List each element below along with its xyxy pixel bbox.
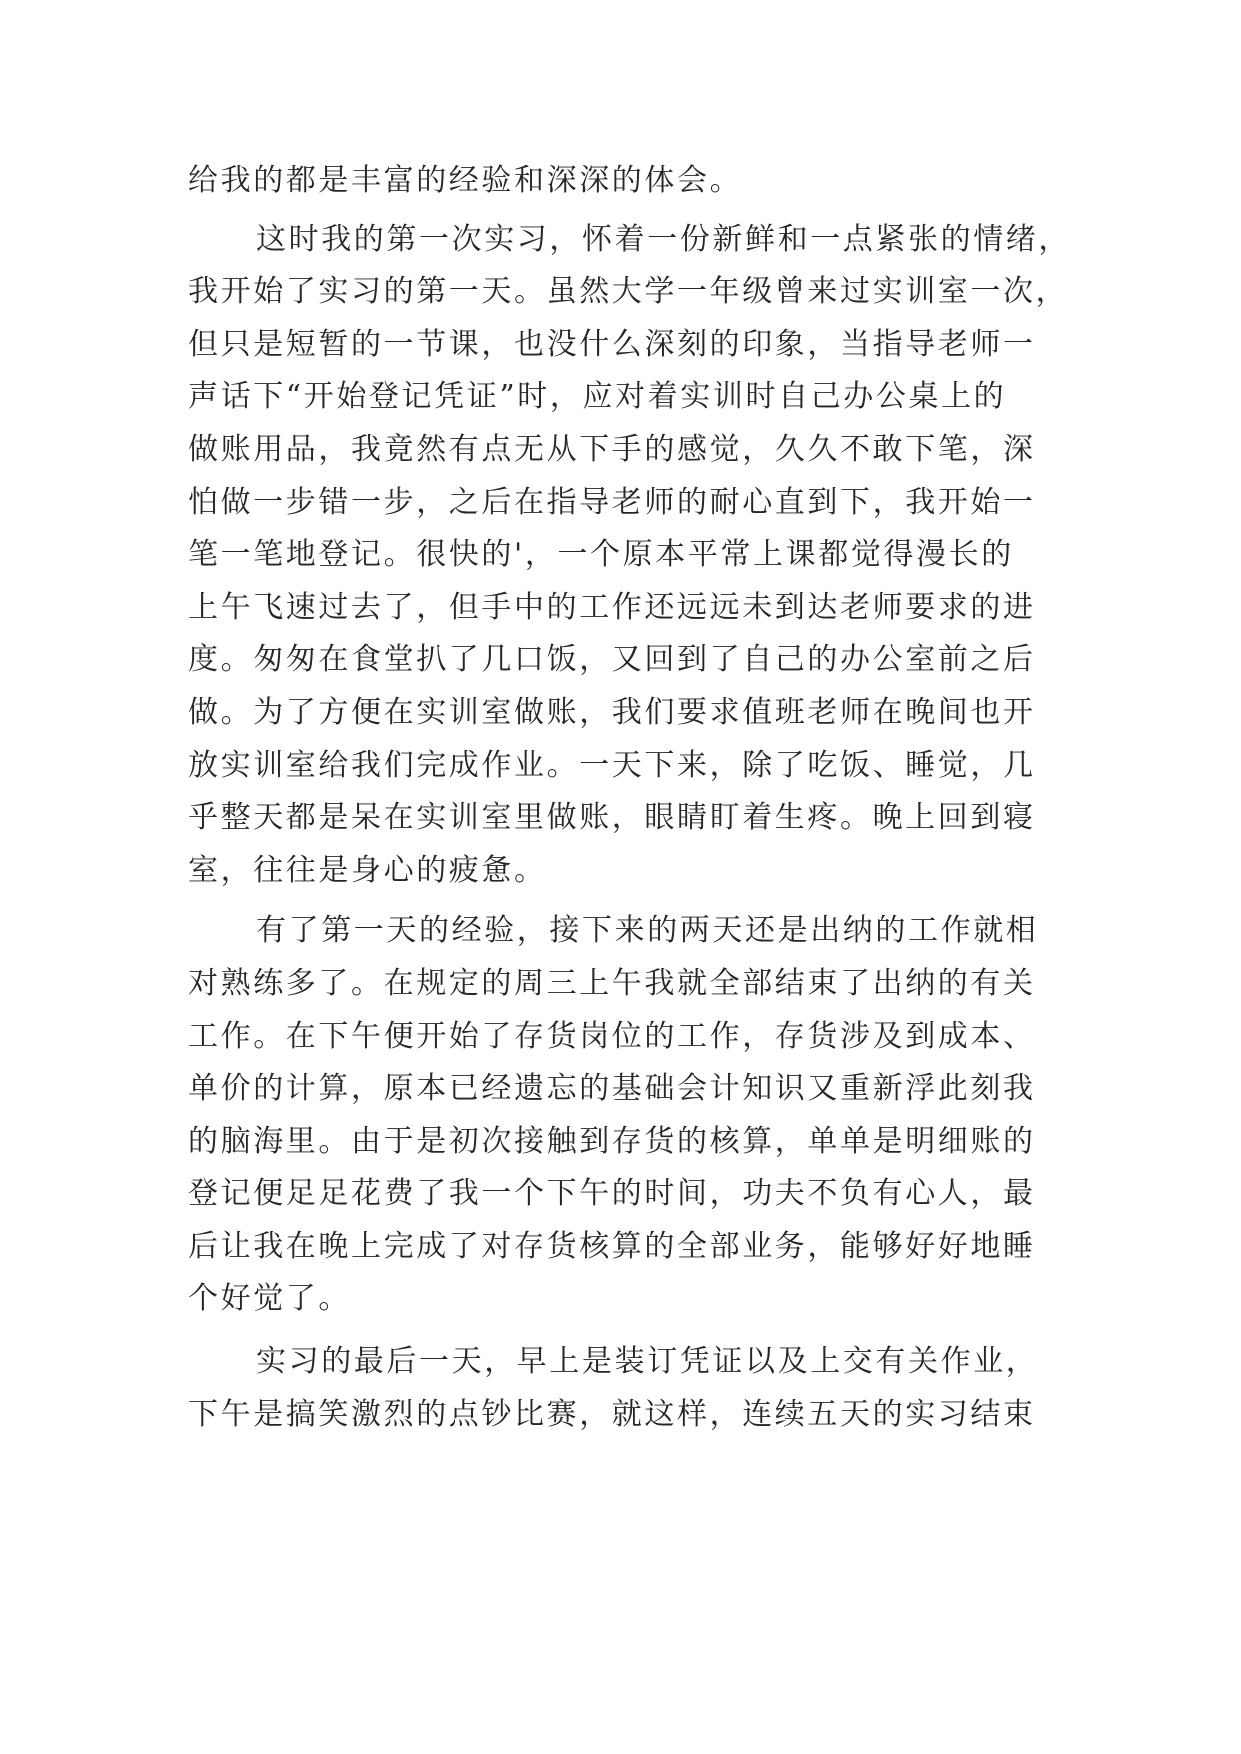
document-body [188, 155, 1078, 1441]
text-line: 做账用品，我竟然有点无从下手的感觉，久久不敢下笔，深 [188, 431, 1036, 467]
text-line: 但只是短暂的一节课，也没什么深刻的印象，当指导老师一 [188, 326, 1036, 362]
text-line: 单价的计算，原本已经遗忘的基础会计知识又重新浮此刻我 [188, 1071, 1036, 1107]
text-line: 做。为了方便在实训室做账，我们要求值班老师在晚间也开 [188, 694, 1036, 730]
text-line: 怕做一步错一步，之后在指导老师的耐心直到下，我开始一 [188, 484, 1036, 520]
paragraph-first-line: 有了第一天的经验，接下来的两天还是出纳的工作就相 [256, 913, 1039, 949]
text-line: 登记便足足花费了我一个下午的时间，功夫不负有心人，最 [188, 1176, 1036, 1212]
paragraph-first-line: 这时我的第一次实习，怀着一份新鲜和一点紧张的情绪， [256, 221, 1071, 257]
text-line: 声话下“开始登记凭证”时，应对着实训时自己办公桌上的 [188, 379, 1007, 415]
text-line: 室，往往是身心的疲惫。 [188, 852, 547, 888]
text-line: 乎整天都是呆在实训室里做账，眼睛盯着生疼。晚上回到寝 [188, 800, 1036, 836]
text-line: 给我的都是丰富的经验和深深的体会。 [188, 163, 743, 198]
text-line: 笔一笔地登记。很快的'，一个原本平常上课都觉得漫长的 [188, 537, 1014, 573]
text-line: 的脑海里。由于是初次接触到存货的核算，单单是明细账的 [188, 1123, 1036, 1159]
text-line: 度。匆匆在食堂扒了几口饭，又回到了自己的办公室前之后 [188, 642, 1036, 678]
paragraph-first-line: 实习的最后一天，早上是装订凭证以及上交有关作业， [256, 1344, 1039, 1380]
text-line: 我开始了实习的第一天。虽然大学一年级曾来过实训室一次， [188, 274, 1069, 310]
text-line: 后让我在晚上完成了对存货核算的全部业务，能够好好地睡 [188, 1228, 1036, 1264]
text-line: 个好觉了。 [188, 1281, 351, 1317]
text-line: 放实训室给我们完成作业。一天下来，除了吃饭、睡觉，几 [188, 747, 1036, 783]
text-line: 上午飞速过去了，但手中的工作还远远未到达老师要求的进 [188, 589, 1036, 625]
text-line: 工作。在下午便开始了存货岗位的工作，存货涉及到成本、 [188, 1018, 1036, 1054]
text-line: 下午是搞笑激烈的点钞比赛，就这样，连续五天的实习结束 [188, 1396, 1036, 1432]
text-line: 对熟练多了。在规定的周三上午我就全部结束了出纳的有关 [188, 965, 1036, 1001]
